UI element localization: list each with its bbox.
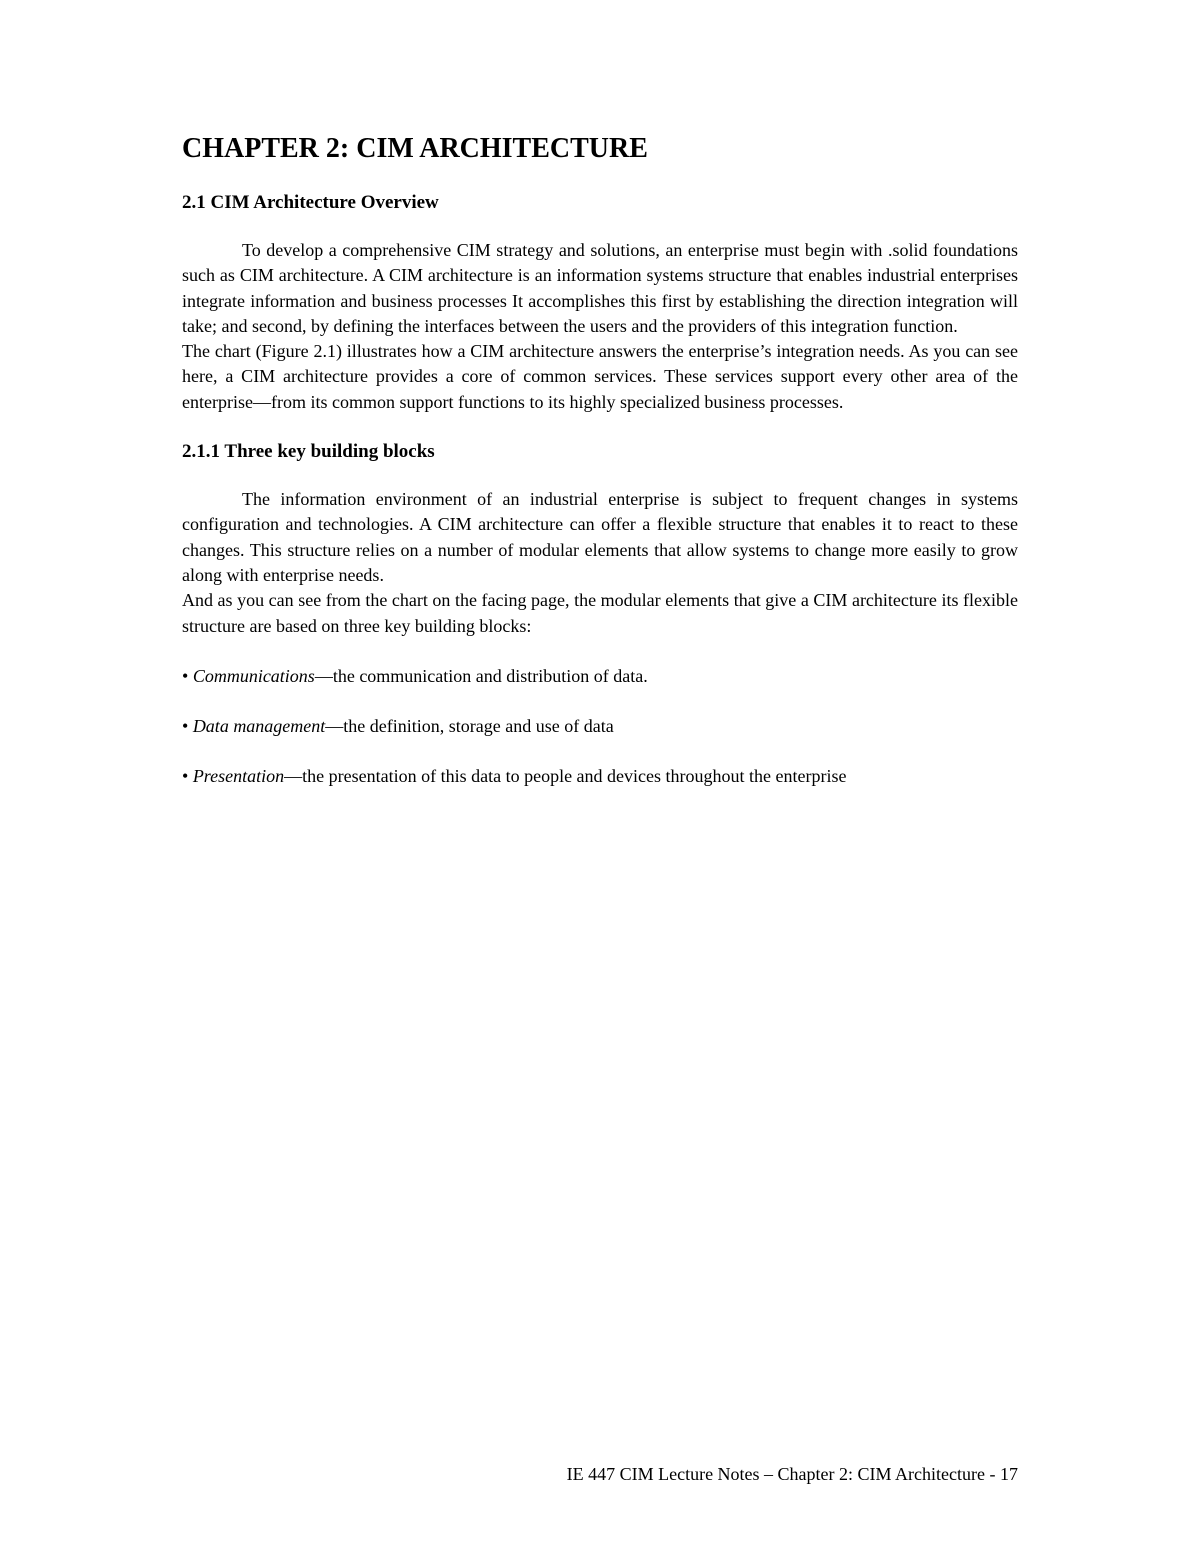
bullet-text: —the communication and distribution of data. <box>314 665 648 686</box>
page-footer <box>567 1462 1018 1487</box>
section-heading-overview: 2.1 CIM Architecture Overview <box>182 192 439 213</box>
chapter-title: CHAPTER 2: CIM ARCHITECTURE <box>182 133 648 164</box>
bullet-item-communications <box>182 664 1018 689</box>
bullet-text: —the definition, storage and use of data <box>325 716 614 737</box>
bullet-marker: • <box>182 665 189 686</box>
bullet-item-data-management <box>182 714 1018 739</box>
bullet-item-presentation <box>182 764 1018 789</box>
bullet-marker: • <box>182 716 189 737</box>
subsection-heading-building-blocks: 2.1.1 Three key building blocks <box>182 441 435 463</box>
paragraph-building-blocks-1: The information environment of an industrial enterprise is subject to frequent changes in systems configuration and technologies. A CIM architecture can offer a flexible structure that enables it to react to these changes. This structure relies on a number of modular elements that allow systems to change more easily to grow along with enterprise needs. <box>182 489 1018 585</box>
paragraph-building-blocks-2: And as you can see from the chart on the facing page, the modular elements that give a CIM architecture its flexible structure are based on three key building blocks: <box>182 590 1018 636</box>
bullet-term: Data management <box>192 716 326 737</box>
bullet-marker: • <box>182 766 189 787</box>
footer-text: IE 447 CIM Lecture Notes – Chapter 2: CIM Architecture - <box>566 1464 996 1484</box>
page-content <box>182 130 1018 790</box>
bullet-text: —the presentation of this data to people and devices throughout the enterprise <box>284 766 847 787</box>
bullet-term: Presentation <box>192 766 285 787</box>
paragraph-overview-2: The chart (Figure 2.1) illustrates how a CIM architecture answers the enterprise’s integration needs. As you can see here, a CIM architecture provides a core of common services. These services support every other area of the enterprise—from its common support functions to its highly specialized business processes. <box>182 341 1018 412</box>
page-number: 17 <box>1000 1464 1018 1484</box>
bullet-term: Communications <box>192 665 315 686</box>
paragraph-overview-1: To develop a comprehensive CIM strategy and solutions, an enterprise must begin with .solid foundations such as CIM architecture. A CIM architecture is an information systems structure that enables industrial enterprises integrate information and business processes It accomplishes this first by establishing the direction integration will take; and second, by defining the interfaces between the users and the providers of this integration function. <box>182 240 1018 336</box>
